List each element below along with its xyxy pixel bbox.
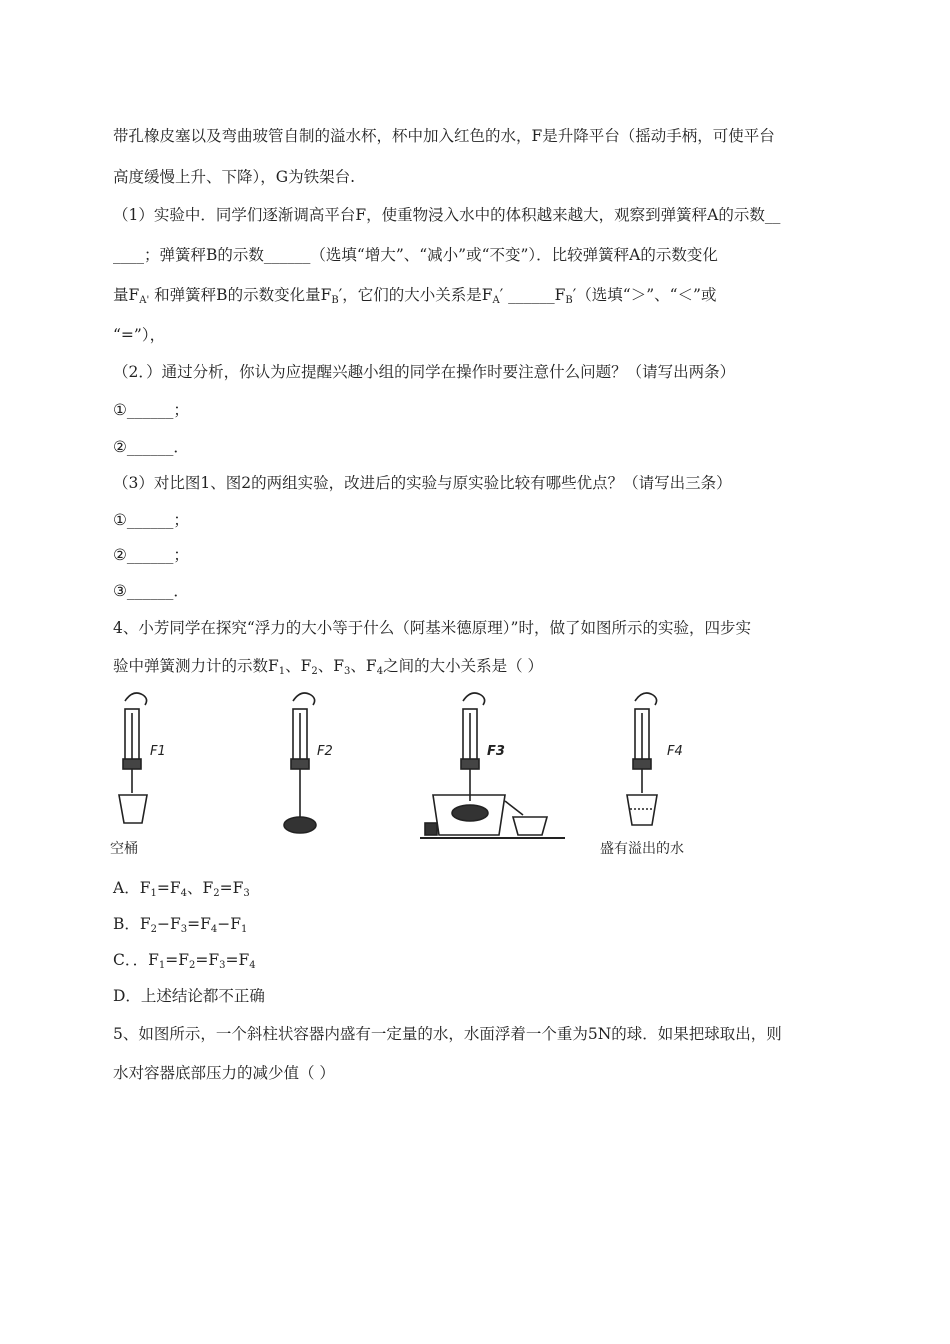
option-b	[113, 914, 247, 940]
text-segment: 、F	[350, 657, 377, 675]
text-segment: 验中弹簧测力计的示数F	[113, 657, 279, 675]
caption-bucket-with-water: 盛有溢出的水	[600, 841, 684, 857]
label-f3: F3	[487, 744, 505, 759]
answer-blank-2: ②______；	[113, 546, 189, 564]
subscript: 3	[219, 960, 226, 971]
text-segment: =F	[225, 951, 250, 969]
subscript: 4	[210, 924, 218, 935]
text-segment: 之间的大小关系是（ ）	[383, 657, 543, 675]
subscript: 4	[249, 960, 256, 971]
subscript: 3	[243, 888, 250, 899]
text-segment: ′（选填“＞”、“＜”或	[572, 286, 717, 304]
label-f4: F4	[667, 744, 683, 759]
text-segment: =F	[165, 951, 189, 969]
question-4-cont	[113, 656, 543, 682]
subscript: 1	[241, 924, 248, 935]
text-segment: −F	[157, 915, 181, 933]
text-segment: =F	[187, 915, 211, 933]
answer-blank-3: ③______．	[113, 582, 189, 600]
text-segment: ′ ______F	[499, 286, 566, 304]
text-segment: 和弹簧秤B的示数变化量F	[149, 286, 332, 304]
spring-scale-2	[291, 693, 315, 817]
spring-scale-experiment-figure	[95, 683, 855, 863]
text-segment: A．F	[113, 879, 151, 897]
option-c	[113, 950, 256, 976]
subscript: 4	[180, 888, 187, 899]
submerged-object	[452, 805, 488, 821]
subscript: 3	[344, 666, 351, 677]
text-segment: ′，它们的大小关系是F	[338, 286, 493, 304]
question-3-part-1: （1）实验中．同学们逐渐调高平台F，使重物浸入水中的体积越来越大，观察到弹簧秤A的示数__	[113, 206, 781, 224]
subscript: 2	[311, 666, 318, 677]
subscript: A'	[139, 295, 150, 306]
answer-blank-1: ①______；	[113, 401, 189, 419]
question-4: 4、小芳同学在探究“浮力的大小等于什么（阿基米德原理）”时，做了如图所示的实验，四步实	[113, 619, 751, 637]
text-segment: =F	[219, 879, 244, 897]
label-f1: F1	[150, 744, 166, 759]
subscript: 1	[158, 960, 166, 971]
question-5: 5、如图所示，一个斜柱状容器内盛有一定量的水，水面浮着一个重为5N的球．如果把球取出，则	[113, 1025, 782, 1043]
subscript: 2	[189, 960, 196, 971]
subscript: 2	[150, 924, 158, 935]
option-a	[113, 878, 250, 904]
subscript: 4	[376, 666, 384, 677]
spring-scale-4	[633, 693, 657, 793]
subscript: 1	[278, 666, 286, 677]
hanging-object	[284, 817, 316, 833]
question-3-part-1-compare	[113, 285, 716, 311]
question-3-part-2: （2．）通过分析，你认为应提醒兴趣小组的同学在操作时要注意什么问题？（请写出两条）	[113, 363, 736, 381]
text-segment: C．．F	[113, 951, 159, 969]
text-segment: −F	[217, 915, 242, 933]
catch-bucket	[513, 817, 547, 835]
subscript: 2	[213, 888, 220, 899]
question-3-part-1-end: “=”），	[113, 326, 166, 344]
text-segment: =F	[195, 951, 220, 969]
text-line-1: 带孔橡皮塞以及弯曲玻管自制的溢水杯，杯中加入红色的水，F是升降平台（摇动手柄，可使平台	[113, 127, 775, 145]
subscript: B	[565, 295, 573, 306]
question-3-part-3: （3）对比图1、图2的两组实验，改进后的实验与原实验比较有哪些优点？（请写出三条）	[113, 474, 732, 492]
text-segment: B．F	[113, 915, 151, 933]
subscript: B	[331, 295, 339, 306]
answer-blank-1: ①______；	[113, 511, 189, 529]
bucket-with-water	[627, 795, 657, 825]
label-f2: F2	[317, 744, 333, 759]
subscript: A	[492, 295, 500, 306]
support-block	[425, 823, 437, 835]
subscript: 3	[180, 924, 188, 935]
spring-scale-1	[123, 693, 147, 793]
text-segment: 、F	[285, 657, 312, 675]
overflow-spout	[505, 801, 523, 815]
text-segment: 、F	[317, 657, 345, 675]
option-d: D．上述结论都不正确	[113, 987, 265, 1005]
caption-empty-bucket: 空桶	[110, 841, 138, 857]
spring-scale-3	[461, 693, 485, 801]
text-segment: =F	[156, 879, 181, 897]
empty-bucket	[119, 795, 147, 823]
text-segment: 量F	[113, 286, 140, 304]
text-line-2: 高度缓慢上升、下降），G为铁架台.	[113, 168, 356, 186]
subscript: 1	[150, 888, 157, 899]
answer-blank-2: ②______．	[113, 438, 189, 456]
text-segment: 、F	[186, 879, 214, 897]
question-5-cont: 水对容器底部压力的减少值（ ）	[113, 1064, 335, 1082]
question-3-part-1-cont: ____；弹簧秤B的示数______（选填“增大”、“减小”或“不变”）．比较弹簧秤A的示数变化	[113, 246, 718, 264]
